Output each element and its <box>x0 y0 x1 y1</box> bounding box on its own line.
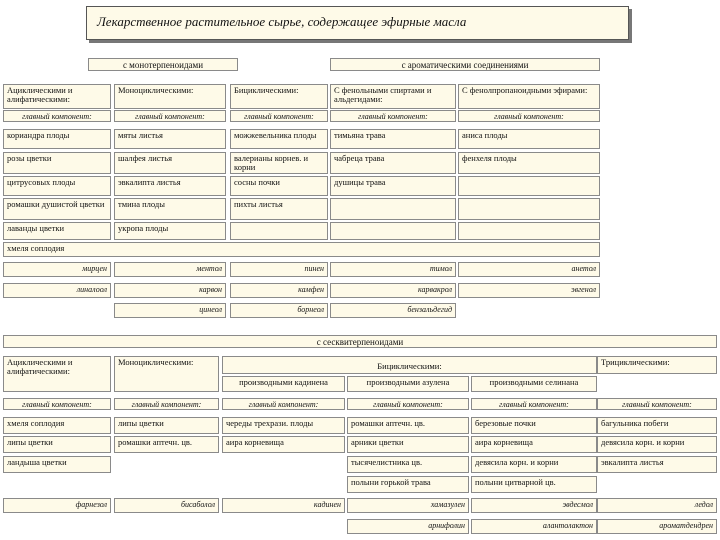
sesqui-table-cell: багульника побеги <box>597 417 717 434</box>
mono-col-acyclic: Ациклическими и алифатическими: <box>3 84 111 109</box>
sesqui-table-cell: полыни горькой трава <box>347 476 469 493</box>
sesqui-compound: кадинен <box>222 498 345 513</box>
sesqui-compound: бисаболол <box>114 498 219 513</box>
mono-col-phenol: С фенольными спиртами и альдегидами: <box>330 84 456 109</box>
mono-compound: эвгенол <box>458 283 600 298</box>
sesqui-table-cell: полыни цитварной цв. <box>471 476 597 493</box>
sesqui-main-component: главный компонент: <box>597 398 717 410</box>
mono-main-component: главный компонент: <box>3 110 111 122</box>
mono-col-phenylpropanoid: С фенолпропаноидными эфирами: <box>458 84 600 109</box>
sesqui-table-cell: хмеля соплодия <box>3 417 111 434</box>
mono-compound: цинеол <box>114 303 226 318</box>
mono-table-cell: валерианы корнев. и корни <box>230 152 328 174</box>
sesqui-compound: алантолактон <box>471 519 597 534</box>
mono-table-cell <box>458 198 600 220</box>
mono-table-cell <box>330 222 456 240</box>
mono-table-cell: шалфея листья <box>114 152 226 174</box>
sesqui-col-monocyclic: Моноциклическими: <box>114 356 219 392</box>
sesqui-sub-cadinene: производными кадинена <box>222 376 345 392</box>
sesqui-table-cell: череды трехрази. плоды <box>222 417 345 434</box>
mono-compound: карвон <box>114 283 226 298</box>
sesqui-table-cell: липы цветки <box>3 436 111 453</box>
mono-table-cell: пихты листья <box>230 198 328 220</box>
mono-table-cell: тмина плоды <box>114 198 226 220</box>
sesqui-compound: арнифолин <box>347 519 469 534</box>
mono-table-cell: аниса плоды <box>458 129 600 149</box>
mono-compound: пинен <box>230 262 328 277</box>
sesqui-main-component: главный компонент: <box>347 398 469 410</box>
sesqui-compound: фарнезол <box>3 498 111 513</box>
mono-table-cell: мяты листья <box>114 129 226 149</box>
mono-main-component: главный компонент: <box>458 110 600 122</box>
mono-table-cell: розы цветки <box>3 152 111 174</box>
sesqui-table-cell: березовые почки <box>471 417 597 434</box>
sesqui-table-cell: эвкалипта листья <box>597 456 717 473</box>
mono-compound: карвакрол <box>330 283 456 298</box>
mono-table-cell: сосны почки <box>230 176 328 196</box>
sesqui-main-component: главный компонент: <box>471 398 597 410</box>
mono-main-component: главный компонент: <box>114 110 226 122</box>
mono-col-bicyclic: Бициклическими: <box>230 84 328 109</box>
mono-compound: ментол <box>114 262 226 277</box>
mono-table-cell: фенхеля плоды <box>458 152 600 174</box>
sesqui-table-cell: ромашки аптечн. цв. <box>114 436 219 453</box>
mono-compound: линалоол <box>3 283 111 298</box>
mono-table-cell: укропа плоды <box>114 222 226 240</box>
sesqui-heading: с сесквитерпеноидами <box>3 335 717 348</box>
sesqui-table-cell: тысячелистника цв. <box>347 456 469 473</box>
mono-table-cell: душицы трава <box>330 176 456 196</box>
sesqui-col-tricyclic: Трициклическими: <box>597 356 717 374</box>
sesqui-table-cell: девясила корн. и корни <box>597 436 717 453</box>
mono-table-cell: можжевельника плоды <box>230 129 328 149</box>
sesqui-table-cell: ромашки аптечн. цв. <box>347 417 469 434</box>
mono-compound: бензальдегид <box>330 303 456 318</box>
mono-table-cell: тимьяна трава <box>330 129 456 149</box>
mono-table-cell: эвкалипта листья <box>114 176 226 196</box>
sesqui-table-cell: арники цветки <box>347 436 469 453</box>
mono-table-cell <box>458 176 600 196</box>
sesqui-col-bicyclic: Бициклическими: <box>222 356 597 374</box>
mono-table-cell: лаванды цветки <box>3 222 111 240</box>
mono-table-cell: ромашки душистой цветки <box>3 198 111 220</box>
sesqui-table-cell: аира корневища <box>471 436 597 453</box>
sesqui-main-component: главный компонент: <box>114 398 219 410</box>
mono-col-monocyclic: Моноциклическими: <box>114 84 226 109</box>
mono-compound: борнеол <box>230 303 328 318</box>
mono-table-cell: кориандра плоды <box>3 129 111 149</box>
mono-main-component: главный компонент: <box>230 110 328 122</box>
mono-main-component: главный компонент: <box>330 110 456 122</box>
sesqui-main-component: главный компонент: <box>222 398 345 410</box>
mono-compound: тимол <box>330 262 456 277</box>
sesqui-main-component: главный компонент: <box>3 398 111 410</box>
mono-table-cell <box>458 222 600 240</box>
mono-hops-row: хмеля соплодия <box>3 242 600 257</box>
sesqui-table-cell: липы цветки <box>114 417 219 434</box>
page-title: Лекарственное растительное сырье, содержащее эфирные масла <box>86 6 629 40</box>
sesqui-table-cell: аира корневища <box>222 436 345 453</box>
aromatic-heading: с ароматическими соединениями <box>330 58 600 71</box>
sesqui-compound: ледол <box>597 498 717 513</box>
mono-table-cell <box>330 198 456 220</box>
mono-table-cell: цитрусовых плоды <box>3 176 111 196</box>
mono-compound: анетол <box>458 262 600 277</box>
mono-heading: с монотерпеноидами <box>88 58 238 71</box>
mono-compound: камфен <box>230 283 328 298</box>
mono-table-cell: чабреца трава <box>330 152 456 174</box>
sesqui-table-cell: ландыша цветки <box>3 456 111 473</box>
sesqui-sub-azulene: производными азулена <box>347 376 469 392</box>
sesqui-compound: эвдесмол <box>471 498 597 513</box>
sesqui-sub-selinane: производными селинана <box>471 376 597 392</box>
mono-table-cell <box>230 222 328 240</box>
sesqui-compound: ароматдендрен <box>597 519 717 534</box>
mono-compound: мирцен <box>3 262 111 277</box>
sesqui-table-cell: девясила корн. и корни <box>471 456 597 473</box>
sesqui-compound: хамазулен <box>347 498 469 513</box>
sesqui-col-acyclic: Ациклическими и алифатическими: <box>3 356 111 392</box>
